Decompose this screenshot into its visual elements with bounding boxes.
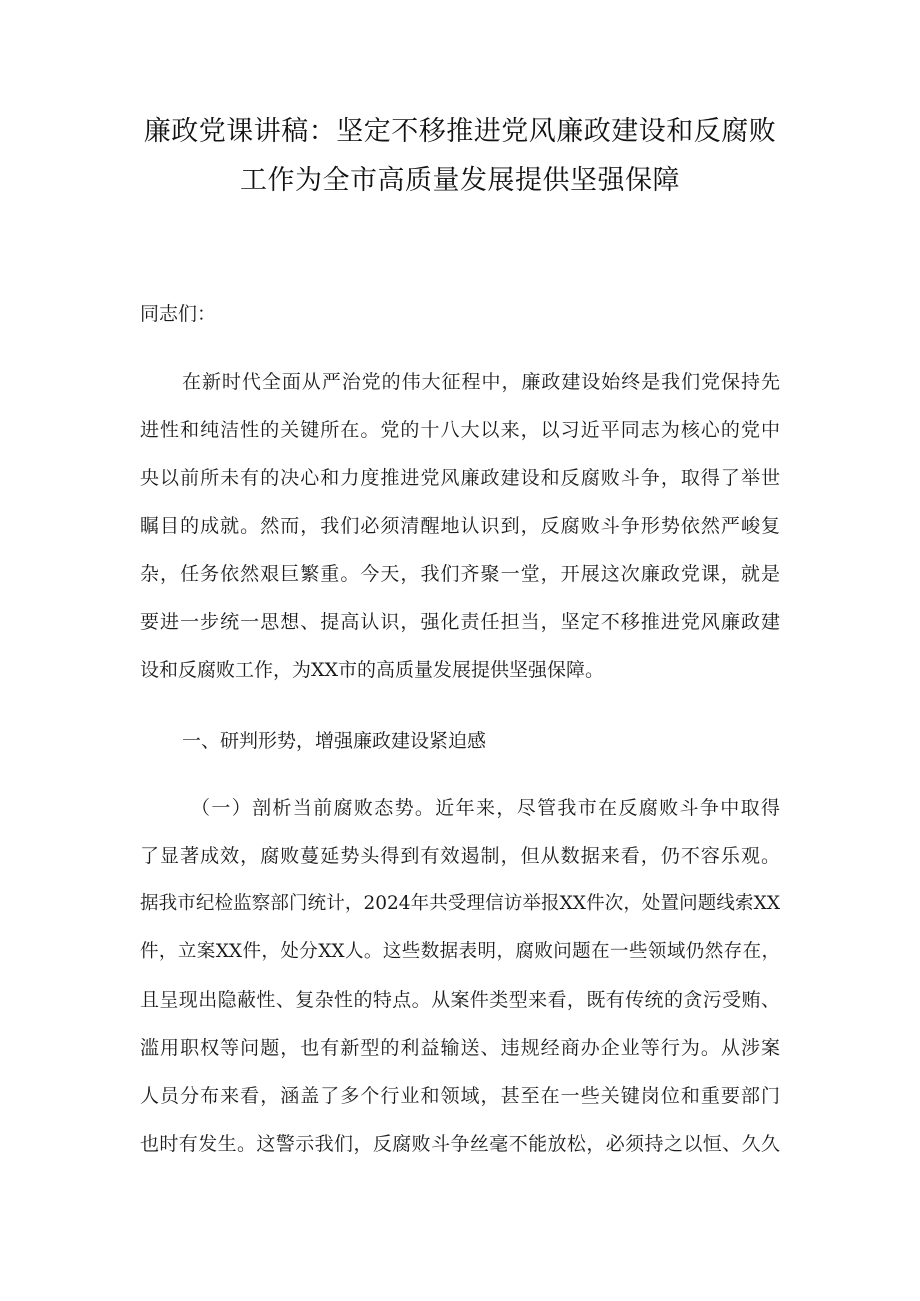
paragraph-2-line: 且呈现出隐蔽性、复杂性的特点。从案件类型来看，既有传统的贪污受贿、	[140, 989, 780, 1011]
paragraph-2-line: 件，立案XX件，处分XX人。这些数据表明，腐败问题在一些领域仍然存在，	[140, 941, 780, 962]
paragraph-1-line: 在新时代全面从严治党的伟大征程中，廉政建设始终是我们党保持先	[182, 371, 780, 393]
paragraph-1-line: 瞩目的成就。然而，我们必须清醒地认识到，反腐败斗争形势依然严峻复	[140, 515, 780, 537]
paragraph-2-line: 滥用职权等问题，也有新型的利益输送、违规经商办企业等行为。从涉案	[140, 1037, 780, 1059]
paragraph-2-line: 也时有发生。这警示我们，反腐败斗争丝毫不能放松，必须持之以恒、久久	[140, 1133, 780, 1155]
section-1-heading: 一、研判形势，增强廉政建设紧迫感	[182, 730, 487, 752]
paragraph-2-line: 据我市纪检监察部门统计，2024年共受理信访举报XX件次，处置问题线索XX	[140, 893, 780, 914]
paragraph-1-line: 央以前所未有的决心和力度推进党风廉政建设和反腐败斗争，取得了举世	[140, 467, 780, 489]
paragraph-1-line: 杂，任务依然艰巨繁重。今天，我们齐聚一堂，开展这次廉政党课，就是	[140, 563, 780, 585]
paragraph-2-line: 了显著成效，腐败蔓延势头得到有效遏制，但从数据来看，仍不容乐观。	[140, 845, 780, 867]
paragraph-1-line: 进性和纯洁性的关键所在。党的十八大以来，以习近平同志为核心的党中	[140, 419, 780, 441]
paragraph-2-line: 人员分布来看，涵盖了多个行业和领域，甚至在一些关键岗位和重要部门	[140, 1085, 780, 1107]
paragraph-1-line: 要进一步统一思想、提高认识，强化责任担当，坚定不移推进党风廉政建	[140, 611, 780, 633]
paragraph-1-line: 设和反腐败工作，为XX市的高质量发展提供坚强保障。	[140, 659, 605, 681]
paragraph-2-line: （一）剖析当前腐败态势。近年来，尽管我市在反腐败斗争中取得	[191, 797, 780, 819]
salutation: 同志们：	[140, 303, 217, 325]
document-title-line-2: 工作为全市高质量发展提供坚强保障	[240, 165, 680, 196]
document-title-line-1: 廉政党课讲稿：坚定不移推进党风廉政建设和反腐败	[143, 116, 777, 147]
